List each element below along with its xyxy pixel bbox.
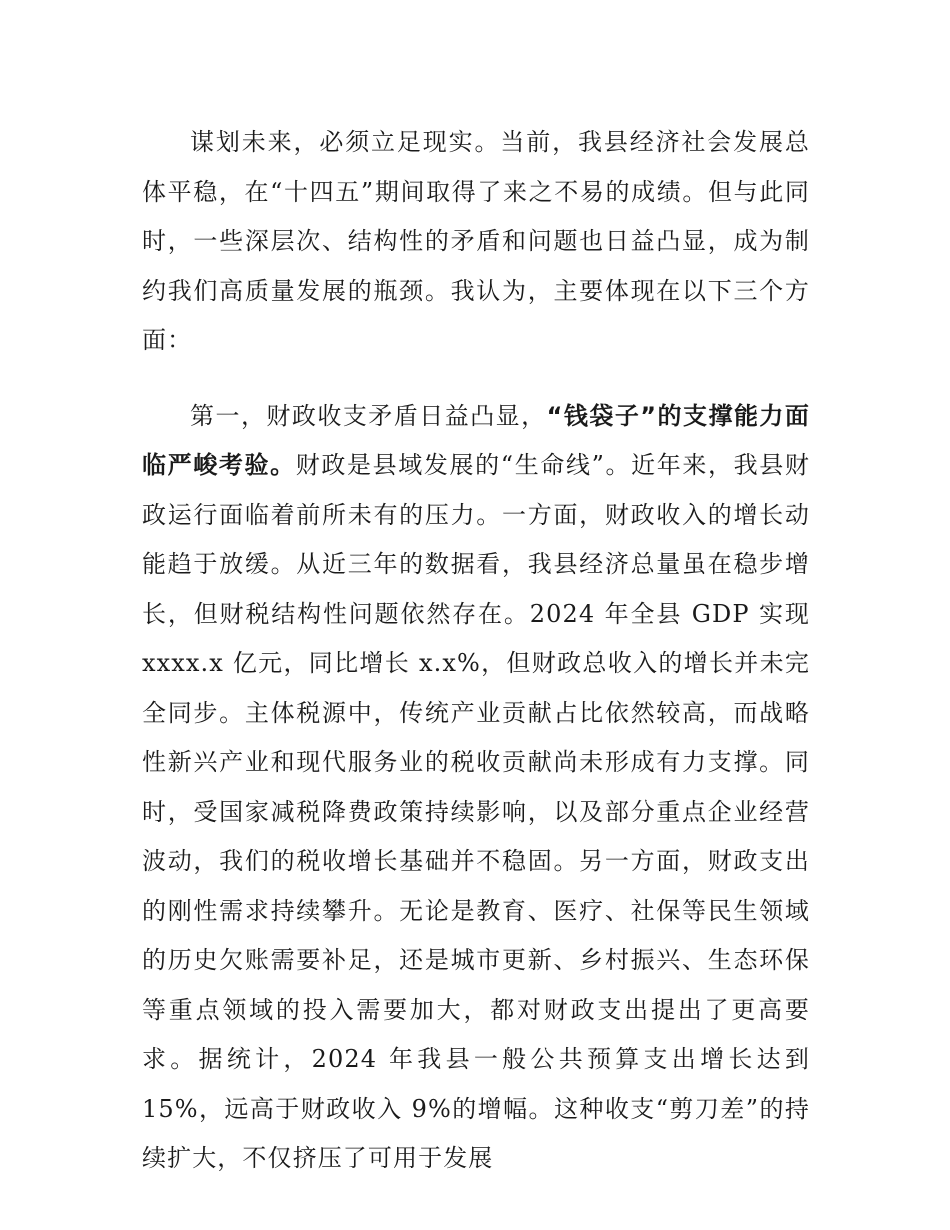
- first-point-heading: “钱袋子”的支撑能力面临严峻考验。: [142, 401, 810, 479]
- first-point-body: 财政是县域发展的“生命线”。近年来，我县财政运行面临着前所未有的压力。一方面，财政收入的增长动能趋于放缓。从近三年的数据看，我县经济总量虽在稳步增长，但财税结构性问题依然存在。2024 年全县 GDP 实现 xxxx.x 亿元，同比增长 x.x%，但财政总收入的增长并未完全同步。主体税源中，传统产业贡献占比依然较高，而战略性新兴产业和现代服务业的税收贡献尚未形成有力支撑。同时，受国家减税降费政策持续影响，以及部分重点企业经营波动，我们的税收增长基础并不稳固。另一方面，财政支出的刚性需求持续攀升。无论是教育、医疗、社保等民生领域的历史欠账需要补足，还是城市更新、乡村振兴、生态环保等重点领域的投入需要加大，都对财政支出提出了更高要求。据统计，2024 年我县一般公共预算支出增长达到 15%，远高于财政收入 9%的增幅。这种收支“剪刀差”的持续扩大，不仅挤压了可用于发展: [142, 451, 810, 1172]
- paragraph-intro: [142, 118, 810, 366]
- first-point-lead: 第一，财政收支矛盾日益凸显，: [190, 401, 547, 430]
- paragraph-intro-text: 谋划未来，必须立足现实。当前，我县经济社会发展总体平稳，在“十四五”期间取得了来之不易的成绩。但与此同时，一些深层次、结构性的矛盾和问题也日益凸显，成为制约我们高质量发展的瓶颈。我认为，主要体现在以下三个方面：: [142, 128, 810, 354]
- paragraph-first-point: [142, 392, 810, 1184]
